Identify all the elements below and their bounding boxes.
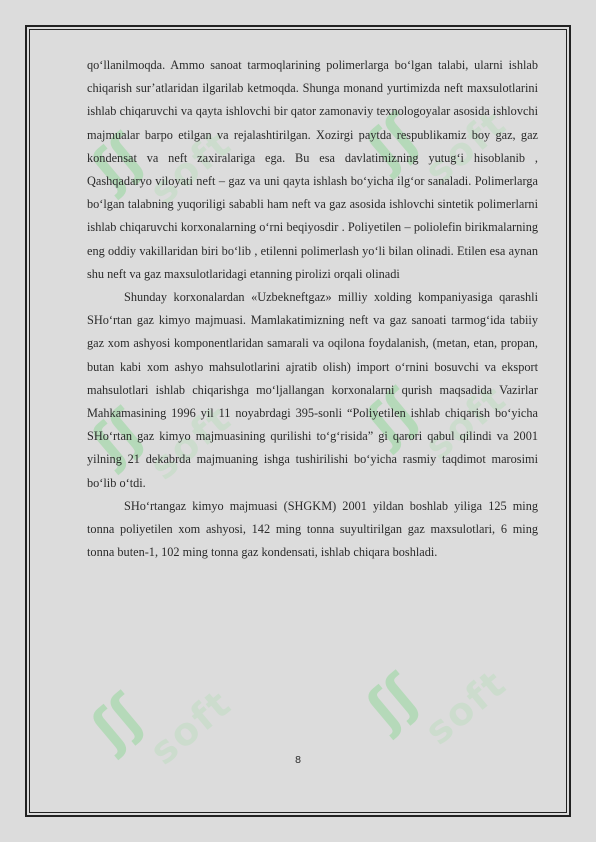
watermark-logo-icon: ʃʃ (354, 102, 430, 181)
watermark-text: soft (416, 100, 516, 194)
watermark-logo-icon: ʃʃ (79, 397, 155, 476)
watermark-logo-icon: ʃʃ (79, 682, 155, 761)
watermark-text: soft (141, 395, 241, 489)
paragraph-1: qo‘llanilmoqda. Ammo sanoat tarmoqlarining polimerlarga bo‘lgan talabi, ularni ishlab chiqarish sur’atlaridan ilgarilab ketmoqda. Shunga monand yurtimizda neft maxsulotlarini ishlab chiqaruvchi va qayta ishlovchi bir qator zamonaviy texnologoyalar asosida ishlovchi majmualar barpo etilgan va rejalashtirilgan. Xozirgi paytda respublikamiz boy gaz, gaz kondensat va neft zaxiralariga ega. Bu esa davlatimizning yutug‘i hisoblanib , Qashqadaryo viloyati neft – gaz va uni qayta ishlash bo‘yicha ilg‘or sanaladi. Polimerlarga bo‘lgan talabning yuqoriligi sababli ham neft va gaz asosida ishlovchi sintetik polimerlarni ishlab chiqaruvchi korxonalarning o‘rni beqiyosdir . Poliyetilen – poliolefin birikmalarning eng oddiy vakillaridan biri bo‘lib , etilenni polimerlash yo‘li bilan olinadi. Etilen esa aynan shu neft va gaz maxsulotlaridagi etanning pirolizi orqali olinadi (87, 58, 538, 281)
watermark-logo-icon: ʃʃ (354, 377, 430, 456)
watermark-logo-icon: ʃʃ (354, 662, 430, 741)
paragraph-3: SHo‘rtangaz kimyo majmuasi (SHGKM) 2001 yildan boshlab yiliga 125 ming tonna poliyetilen xom ashyosi, 142 ming tonna suyultirilgan gaz maxsulotlari, 6 ming tonna buten-1, 102 ming tonna gaz kondensati, ishlab chiqara boshladi. (87, 498, 538, 560)
watermark-text: soft (141, 680, 241, 774)
watermark-text: soft (141, 120, 241, 214)
page-number: 8 (294, 755, 302, 766)
watermark-text: soft (416, 375, 516, 469)
document-body (87, 54, 538, 564)
watermark-text: soft (416, 660, 516, 754)
watermark-logo-icon: ʃʃ (79, 122, 155, 201)
paragraph-2: Shunday korxonalardan «Uzbekneftgaz» milliy xolding kompaniyasiga qarashli SHo‘rtan gaz kimyo majmuasi. Mamlakatimizning neft va gaz sanoati tarmog‘ida tabiiy gaz xom ashyosi komponentlaridan samarali va oqilona foydalanish, (metan, etan, propan, butan kabi xom ashyo mahsulotlarini ajratib olish) import o‘rnini bosuvchi va eksport mahsulotlari ishlab chiqarishga mo‘ljallangan korxonalarni qurish maqsadida Vazirlar Mahkamasining 1996 yil 11 noyabrdagi 395-sonli “Poliyetilen ishlab chiqarish bo‘yicha SHo‘rtan gaz kimyo majmuasining qurilishi to‘g‘risida” gi qarori qabul qilindi va 2001 yilning 21 dekabrda majmuaning ishga tushirilishi bo‘yicha rasmiy taqdimot marosimi bo‘lib o‘tdi. (87, 290, 538, 490)
